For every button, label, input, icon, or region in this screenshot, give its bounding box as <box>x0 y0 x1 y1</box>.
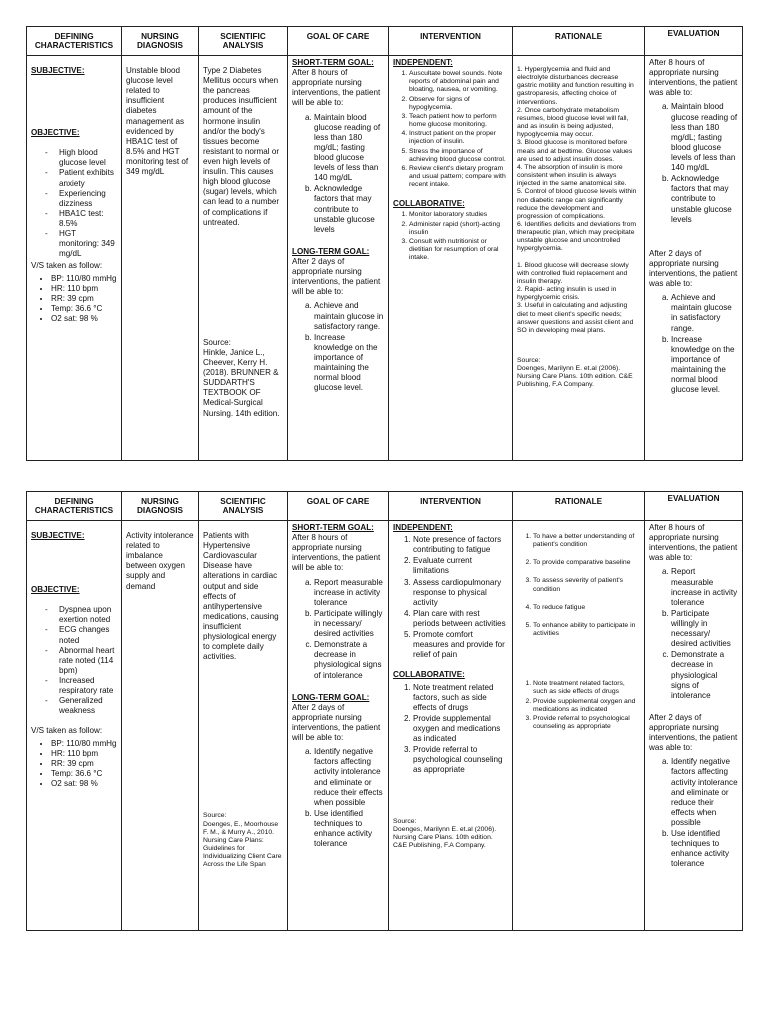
goal-of-care-cell <box>288 521 389 931</box>
rationale-item: 3. Blood glucose is monitored before meals and at bedtime. Glucose values are used to adjust insulin doses. <box>517 139 633 163</box>
long-term-goal-list <box>292 301 384 393</box>
evaluation-long-list <box>649 293 738 395</box>
list-item: 1. Auscultate bowel sounds. Note reports of abdominal pain and bloating, nausea, or vomiting. <box>409 70 508 94</box>
list-item: a. Identify negative factors affecting activity intolerance and eliminate or reduce their effects when possible <box>314 747 384 808</box>
nursing-diagnosis-cell <box>122 56 199 461</box>
list-item: b. Participate willingly in necessary/ desired activities <box>671 609 738 649</box>
collaborative-title: COLLABORATIVE: <box>393 199 465 209</box>
list-item: a. Report measurable increase in activity tolerance <box>671 567 738 607</box>
list-item: a. Maintain blood glucose reading of less than 180 mg/dL; fasting blood glucose levels of less than 140 mg/dL <box>671 102 738 173</box>
evaluation-cell <box>645 521 743 931</box>
rationale-item: 4. The absorption of insulin is more consistent when insulin is always injected in the same anatomical site. <box>517 163 627 188</box>
rationale-source: Doenges, Marilynn E. et.al (2006). Nursing Care Plans. 10th edition. C&E Publishing, F.A Company. <box>517 365 633 389</box>
list-item: • O2 sat: 98 % <box>51 779 117 789</box>
objective-list <box>31 148 117 259</box>
list-item: c. Demonstrate a decrease in physiological signs of intolerance <box>671 650 738 701</box>
list-item: 6. Review client's dietary program and usual pattern; compare with recent intake. <box>409 165 508 189</box>
list-item: a. Report measurable increase in activity tolerance <box>314 578 384 608</box>
list-item: - Experiencing dizziness <box>45 189 117 209</box>
collaborative-list <box>393 683 508 776</box>
evaluation-cell <box>645 56 743 461</box>
independent-list <box>393 535 508 660</box>
list-item: b. Increase knowledge on the importance of maintaining the normal blood glucose level. <box>314 333 384 394</box>
intervention-cell <box>389 56 513 461</box>
list-item: - Generalized weakness <box>45 696 117 716</box>
list-item: 1. To have a better understanding of patient's condition <box>533 533 640 549</box>
list-item: 3. Teach patient how to perform home glucose monitoring. <box>409 113 508 129</box>
header-scientific: SCIENTIFIC ANALYSIS <box>199 27 288 56</box>
list-item: 1. Note treatment related factors, such as side effects of drugs <box>413 683 508 713</box>
list-item: a. Achieve and maintain glucose in satisfactory range. <box>671 293 738 333</box>
diagnosis-text: Unstable blood glucose level related to insufficient diabetes management as evidenced by HBA1C test of 8.5% and HGT monitoring test of 349 mg/dL <box>126 66 189 177</box>
defining-characteristics-cell <box>27 56 122 461</box>
rationale-collaborative-list <box>517 680 640 731</box>
short-term-goal-list <box>292 113 384 235</box>
list-item: - ECG changes noted <box>45 625 117 645</box>
analysis-source: Doenges, E., Moorhouse F. M., & Murry A., 2010. Nursing Care Plans: Guidelines for Individualizing Client Care Across the Life Span <box>203 820 282 869</box>
list-item: a. Identify negative factors affecting activity intolerance and eliminate or reduce their effects when possible <box>671 757 738 828</box>
list-item: - Dyspnea upon exertion noted <box>45 605 117 625</box>
header-rationale: RATIONALE <box>513 27 645 56</box>
list-item: 2. Provide supplemental oxygen and medications as indicated <box>533 698 640 714</box>
analysis-text: Patients with Hypertensive Cardiovascular Disease have alterations in cardiac output and side effects of antihypertensive medications, causing insufficient physiological energy to complete daily activities. <box>203 531 279 662</box>
header-goal: GOAL OF CARE <box>288 492 389 521</box>
list-item: 4. Instruct patient on the proper injection of insulin. <box>409 130 508 146</box>
list-item: • BP: 110/80 mmHg <box>51 274 117 284</box>
list-item: 1. Note treatment related factors, such as side effects of drugs <box>533 680 640 696</box>
long-term-goal-title: LONG-TERM GOAL: <box>292 692 370 702</box>
short-term-goal-intro: After 8 hours of appropriate nursing interventions, the patient will be able to: <box>292 533 381 573</box>
vitals-title: V/S taken as follow: <box>31 261 103 271</box>
analysis-source: Hinkle, Janice L., Cheever, Kerry H. (2018). BRUNNER & SUDDARTH'S TEXTBOOK OF Medical-Surgical Nursing. 14th edition. <box>203 347 280 418</box>
rationale-item: 2. Rapid- acting insulin is used in hyperglycemic crisis. <box>517 286 617 302</box>
analysis-text: Type 2 Diabetes Mellitus occurs when the pancreas produces insufficient amount of the hormone insulin and/or the body's tissues become resistant to normal or even high levels of insulin. This causes high blood glucose (sugar) levels, which can lead to a number of complications if untreated. <box>203 66 280 227</box>
list-item: 3. Assess cardiopulmonary response to physical activity <box>413 578 508 608</box>
goal-of-care-cell <box>288 56 389 461</box>
rationale-item: 1. Blood glucose will decrease slowly with controlled fluid replacement and insulin therapy. <box>517 261 629 285</box>
rationale-cell <box>513 56 645 461</box>
list-item: b. Acknowledge factors that may contribute to unstable glucose levels <box>314 184 384 235</box>
long-term-goal-title: LONG-TERM GOAL: <box>292 246 370 256</box>
source-label: Source: <box>203 337 231 347</box>
header-defining: DEFINING CHARACTERISTICS <box>27 27 122 56</box>
subjective-label: SUBJECTIVE: <box>31 531 85 540</box>
list-item: 2. Provide supplemental oxygen and medications as indicated <box>413 714 508 744</box>
table-header-row <box>27 492 743 521</box>
subjective-label: SUBJECTIVE: <box>31 66 85 75</box>
rationale-independent-list <box>517 533 640 638</box>
rationale-item: 2. Once carbohydrate metabolism resumes, blood glucose level will fall, and as insulin is being adjusted, hypoglycemia may occur. <box>517 106 629 139</box>
source-label: Source: <box>517 357 541 364</box>
list-item: - Patient exhibits anxiety <box>45 168 117 188</box>
list-item: 5. Stress the importance of achieving blood glucose control. <box>409 148 508 164</box>
list-item: - HBA1C test: 8.5% <box>45 209 117 229</box>
list-item: 1. Monitor laboratory studies <box>409 211 508 219</box>
evaluation-long-list <box>649 757 738 869</box>
list-item: - High blood glucose level <box>45 148 117 168</box>
table-body-row <box>27 56 743 461</box>
evaluation-long-intro: After 2 days of appropriate nursing interventions, the patient was able to: <box>649 712 738 753</box>
scientific-analysis-cell <box>199 56 288 461</box>
vitals-list <box>31 739 117 790</box>
rationale-item: 5. Control of blood glucose levels within non diabetic range can significantly reduce the development and progression of complications. <box>517 188 637 220</box>
list-item: • BP: 110/80 mmHg <box>51 739 117 749</box>
list-item: 2. To provide comparative baseline <box>533 559 640 567</box>
list-item: 4. Plan care with rest periods between activities <box>413 609 508 629</box>
long-term-goal-intro: After 2 days of appropriate nursing interventions, the patient will be able to: <box>292 256 381 297</box>
header-goal: GOAL OF CARE <box>288 27 389 56</box>
intervention-source: Doenges, Marilynn E. et.al (2006). Nursing Care Plans. 10th edition. C&E Publishing, F.A Company. <box>393 825 497 849</box>
list-item: 2. Observe for signs of hypoglycemia. <box>409 96 508 112</box>
rationale-item: 6. Identifies deficits and deviations from therapeutic plan, which may precipitate unstable glucose and uncontrolled hyperglycemia. <box>517 220 637 253</box>
header-rationale: RATIONALE <box>513 492 645 521</box>
list-item: 1. Note presence of factors contributing to fatigue <box>413 535 508 555</box>
objective-label: OBJECTIVE: <box>31 128 80 138</box>
header-evaluation: EVALUATION <box>645 27 743 56</box>
header-nursing: NURSING DIAGNOSIS <box>122 27 199 56</box>
list-item: b. Use identified techniques to enhance activity tolerance <box>671 829 738 869</box>
table-body-row <box>27 521 743 931</box>
header-intervention: INTERVENTION <box>389 492 513 521</box>
evaluation-short-list <box>649 567 738 700</box>
list-item: • RR: 39 cpm <box>51 759 117 769</box>
list-item: 3. Consult with nutritionist or dietitian for resumption of oral intake. <box>409 238 508 262</box>
long-term-goal-list <box>292 747 384 849</box>
header-intervention: INTERVENTION <box>389 27 513 56</box>
evaluation-long-intro: After 2 days of appropriate nursing interventions, the patient was able to: <box>649 248 738 289</box>
source-label: Source: <box>393 817 417 825</box>
list-item: 2. Evaluate current limitations <box>413 556 508 576</box>
independent-title: INDEPENDENT: <box>393 58 453 67</box>
list-item: 4. To reduce fatigue <box>533 604 640 612</box>
vitals-title: V/S taken as follow: <box>31 726 103 736</box>
list-item: • Temp: 36.6 °C <box>51 769 117 779</box>
list-item: c. Demonstrate a decrease in physiological signs of intolerance <box>314 640 384 680</box>
list-item: • Temp: 36.6 °C <box>51 304 117 314</box>
care-plan-table-diabetes <box>26 26 743 461</box>
care-plan-table-activity <box>26 491 743 931</box>
list-item: • HR: 110 bpm <box>51 749 117 759</box>
list-item: 2. Administer rapid (short)-acting insulin <box>409 221 508 237</box>
list-item: b. Increase knowledge on the importance of maintaining the normal blood glucose level. <box>671 335 738 396</box>
header-scientific: SCIENTIFIC ANALYSIS <box>199 492 288 521</box>
diagnosis-text: Activity intolerance related to imbalance between oxygen supply and demand <box>126 531 194 591</box>
collaborative-list <box>393 211 508 262</box>
short-term-goal-list <box>292 578 384 681</box>
list-item: 3. Provide referral to psychological counseling as appropriate <box>533 715 640 731</box>
list-item: b. Acknowledge factors that may contribute to unstable glucose levels <box>671 174 738 225</box>
vitals-list <box>31 274 117 325</box>
intervention-cell <box>389 521 513 931</box>
header-evaluation: EVALUATION <box>645 492 743 521</box>
evaluation-short-intro: After 8 hours of appropriate nursing interventions, the patient was able to: <box>649 58 738 98</box>
rationale-cell <box>513 521 645 931</box>
independent-title: INDEPENDENT: <box>393 523 453 532</box>
scientific-analysis-cell <box>199 521 288 931</box>
list-item: - HGT monitoring: 349 mg/dL <box>45 229 117 259</box>
nursing-diagnosis-cell <box>122 521 199 931</box>
list-item: b. Use identified techniques to enhance activity tolerance <box>314 809 384 849</box>
list-item: a. Maintain blood glucose reading of less than 180 mg/dL; fasting blood glucose levels of less than 140 mg/dL <box>314 113 384 184</box>
rationale-item: 3. Useful in calculating and adjusting diet to meet client's specific needs; answer questions and assist client and SO in developing meal plans. <box>517 302 634 334</box>
list-item: • HR: 110 bpm <box>51 284 117 294</box>
short-term-goal-intro: After 8 hours of appropriate nursing interventions, the patient will be able to: <box>292 68 381 108</box>
list-item: - Abnormal heart rate noted (114 bpm) <box>45 646 117 676</box>
short-term-goal-title: SHORT-TERM GOAL: <box>292 58 374 67</box>
list-item: a. Achieve and maintain glucose in satisfactory range. <box>314 301 384 331</box>
independent-list <box>393 70 508 189</box>
header-nursing: NURSING DIAGNOSIS <box>122 492 199 521</box>
list-item: 5. To enhance ability to participate in activities <box>533 622 640 638</box>
evaluation-short-list <box>649 102 738 224</box>
evaluation-short-intro: After 8 hours of appropriate nursing interventions, the patient was able to: <box>649 523 738 563</box>
header-defining: DEFINING CHARACTERISTICS <box>27 492 122 521</box>
objective-label: OBJECTIVE: <box>31 585 80 595</box>
list-item: 5. Promote comfort measures and provide for relief of pain <box>413 630 508 660</box>
list-item: b. Participate willingly in necessary/ desired activities <box>314 609 384 639</box>
defining-characteristics-cell <box>27 521 122 931</box>
list-item: - Increased respiratory rate <box>45 676 117 696</box>
list-item: • O2 sat: 98 % <box>51 314 117 324</box>
source-label: Source: <box>203 812 227 820</box>
long-term-goal-intro: After 2 days of appropriate nursing interventions, the patient will be able to: <box>292 702 381 743</box>
list-item: • RR: 39 cpm <box>51 294 117 304</box>
rationale-item: 1. Hyperglycemia and fluid and electrolyte disturbances decrease gastric motility and function resulting in gastroparesis, affecting choice of interventions. <box>517 66 634 106</box>
list-item: 3. Provide referral to psychological counseling as appropriate <box>413 745 508 775</box>
list-item: 3. To assess severity of patient's condition <box>533 577 640 593</box>
collaborative-title: COLLABORATIVE: <box>393 670 465 680</box>
table-header-row <box>27 27 743 56</box>
short-term-goal-title: SHORT-TERM GOAL: <box>292 523 374 532</box>
objective-list <box>31 605 117 716</box>
